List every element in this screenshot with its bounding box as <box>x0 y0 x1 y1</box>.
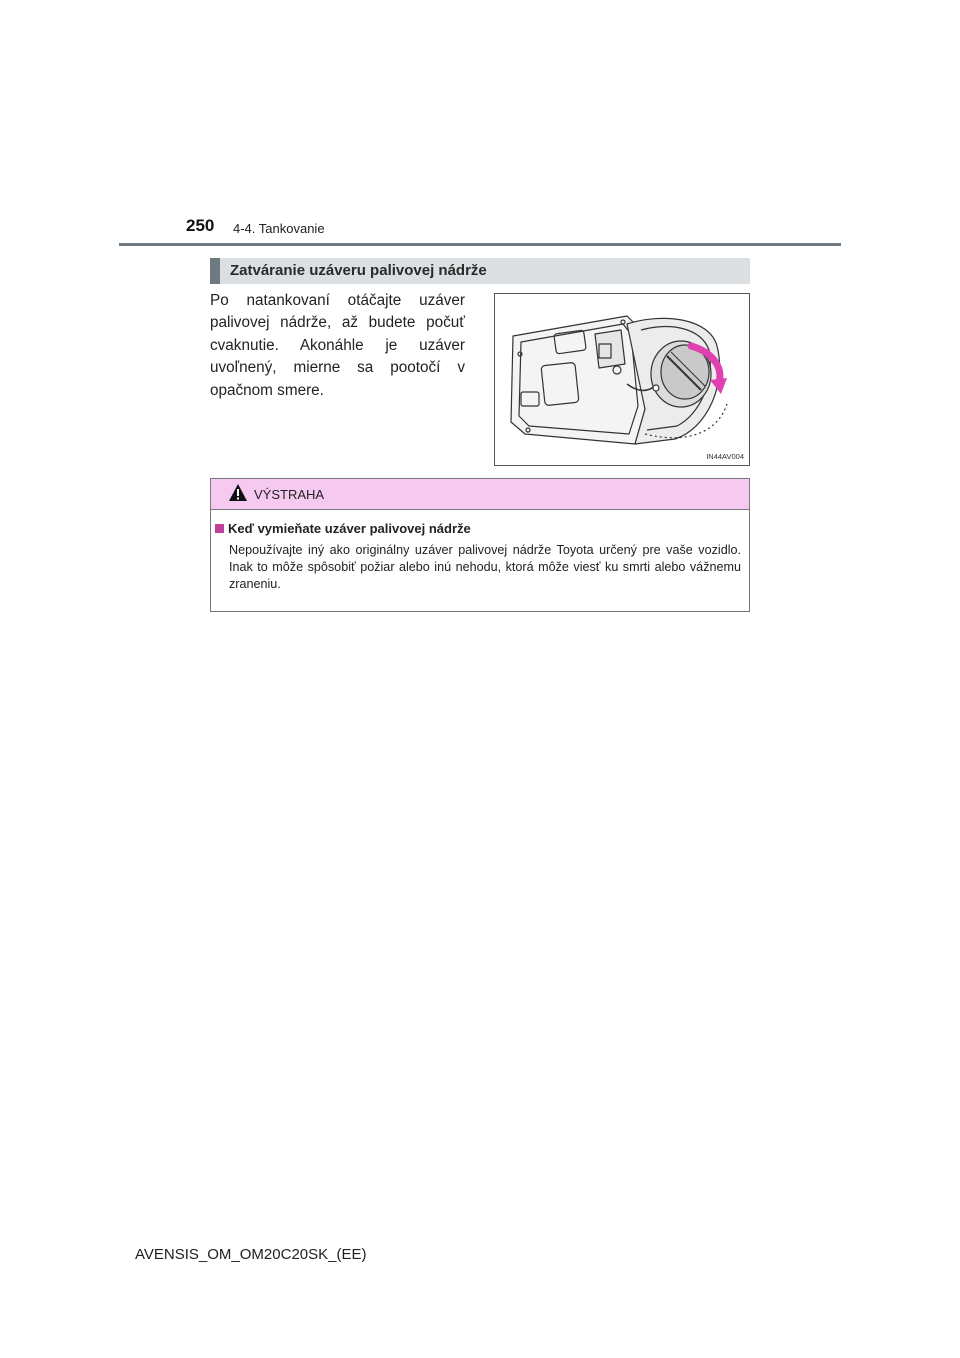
section-heading-text: Zatváranie uzáveru palivovej nádrže <box>230 262 487 279</box>
warning-text: Nepoužívajte iný ako originálny uzáver palivovej nádrže Toyota určený pre vaše vozidlo. Inak to môže spôsobiť požiar alebo inú nehodu, ktorá môže viesť ku smrti alebo vážnemu zraneniu. <box>229 543 741 591</box>
warning-header <box>211 479 749 510</box>
warning-box <box>210 478 750 612</box>
page-number: 250 <box>186 216 215 235</box>
fuel-door-drawing <box>495 294 749 465</box>
section-heading <box>210 258 750 284</box>
document-id: AVENSIS_OM_OM20C20SK_(EE) <box>135 1246 367 1263</box>
bullet-square-icon <box>215 524 224 533</box>
fuel-cap-illustration <box>494 293 750 466</box>
chapter-title: 4-4. Tankovanie <box>233 221 325 236</box>
warning-title: VÝSTRAHA <box>254 487 325 502</box>
instruction-paragraph: Po natankovaní otáčajte uzáver palivovej nádrže, až budete počuť cvaknutie. Akonáhle je uzáver uvoľnený, mierne sa pootočí v opačnom smere. <box>210 292 465 399</box>
warning-item-title <box>213 521 471 536</box>
header-rule <box>119 243 841 246</box>
warning-item-title-text: Keď vymieňate uzáver palivovej nádrže <box>228 521 471 536</box>
figure-code: IN44AV004 <box>706 452 744 461</box>
warning-triangle-icon <box>228 483 248 502</box>
